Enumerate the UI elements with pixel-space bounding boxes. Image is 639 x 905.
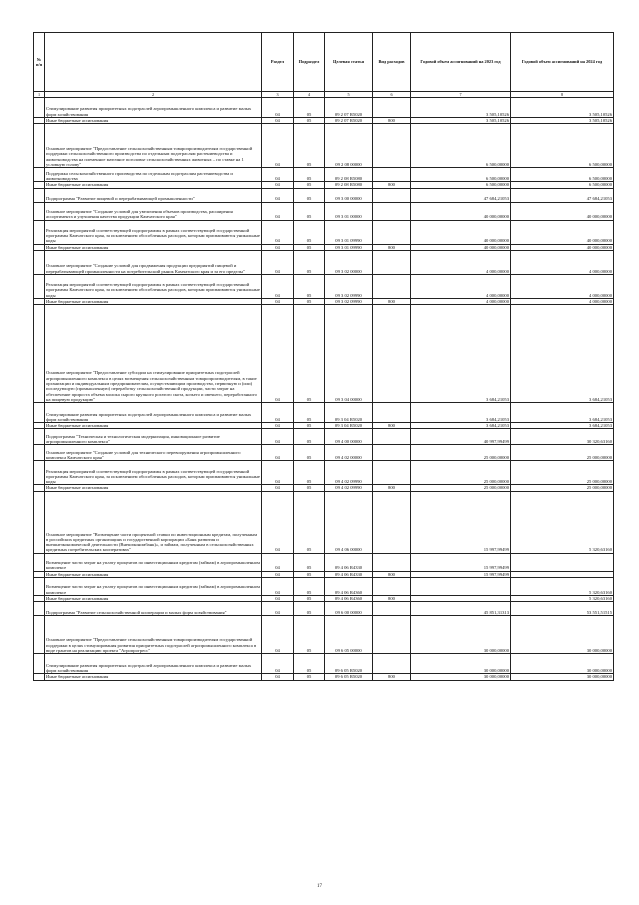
- target-article-cell: 09 6 05 R5020: [325, 654, 373, 674]
- subsection-cell: 05: [294, 244, 325, 250]
- amount-2023-cell: 30 000,00000: [411, 654, 511, 674]
- subsection-cell: 05: [294, 298, 325, 304]
- target-article-cell: 09 4 00 00000: [325, 429, 373, 445]
- item-name-cell: Подпрограмма "Развитие пищевой и перерабатывающей промышленности": [45, 188, 262, 202]
- target-article-cell: 09 3 02 00000: [325, 250, 373, 274]
- table-row: [34, 553, 614, 571]
- table-row: [34, 202, 614, 220]
- expense-type-cell: [373, 445, 411, 461]
- amount-2024-cell: 3 505,10526: [511, 98, 614, 118]
- subsection-cell: 05: [294, 220, 325, 244]
- table-row: [34, 305, 614, 403]
- budget-allocation-table: [33, 32, 614, 681]
- amount-2024-cell: 6 500,00000: [511, 124, 614, 168]
- table-row: [34, 429, 614, 445]
- section-cell: 04: [262, 571, 294, 577]
- item-name-cell: Иные бюджетные ассигнования: [45, 118, 262, 124]
- section-cell: 04: [262, 124, 294, 168]
- section-cell: 04: [262, 182, 294, 188]
- header-year-2024: Годовой объем ассигнований на 2024 год: [511, 33, 614, 92]
- amount-2024-cell: 4 000,00000: [511, 274, 614, 298]
- amount-2023-cell: [411, 578, 511, 596]
- target-article-cell: 09 3 01 09990: [325, 220, 373, 244]
- section-cell: 04: [262, 423, 294, 429]
- expense-type-cell: [373, 274, 411, 298]
- item-name-cell: Иные бюджетные ассигнования: [45, 571, 262, 577]
- amount-2024-cell: 5 320,63160: [511, 578, 614, 596]
- amount-2024-cell: 25 000,00000: [511, 461, 614, 485]
- section-cell: 04: [262, 616, 294, 654]
- section-cell: 04: [262, 596, 294, 602]
- amount-2023-cell: 30 000,00000: [411, 616, 511, 654]
- target-article-cell: 09 4 06 R4330: [325, 553, 373, 571]
- amount-2024-cell: 25 000,00000: [511, 485, 614, 491]
- target-article-cell: 09 3 02 09990: [325, 298, 373, 304]
- row-number-cell: [34, 202, 45, 220]
- header-podrazdel: Подраздел: [294, 33, 325, 92]
- target-article-cell: 09 2 08 R5080: [325, 182, 373, 188]
- header-target-article: Целевая статья: [325, 33, 373, 92]
- expense-type-cell: [373, 250, 411, 274]
- amount-2023-cell: 40 000,00000: [411, 244, 511, 250]
- expense-type-cell: 800: [373, 118, 411, 124]
- item-name-cell: Основное мероприятие "Создание условий для продвижения продукции предприятий пищевой и перерабатывающей промышленности на потребительский рынок Камчатского края и за его пределы": [45, 250, 262, 274]
- item-name-cell: Стимулирование развития приоритетных подотраслей агропромышленного комплекса и развитие малых форм хозяйствования: [45, 98, 262, 118]
- target-article-cell: 09 4 02 00000: [325, 445, 373, 461]
- amount-2023-cell: 6 500,00000: [411, 124, 511, 168]
- subsection-cell: 05: [294, 596, 325, 602]
- amount-2023-cell: 25 000,00000: [411, 461, 511, 485]
- expense-type-cell: 800: [373, 485, 411, 491]
- page-number: 17: [317, 884, 322, 889]
- column-number: 4: [294, 92, 325, 98]
- item-name-cell: Стимулирование развития приоритетных подотраслей агропромышленного комплекса и развитие малых форм хозяйствования: [45, 654, 262, 674]
- amount-2023-cell: 30 000,00000: [411, 674, 511, 680]
- subsection-cell: 05: [294, 578, 325, 596]
- item-name-cell: Иные бюджетные ассигнования: [45, 298, 262, 304]
- table-row: [34, 654, 614, 674]
- item-name-cell: Реализация мероприятий соответствующей подпрограммы в рамках соответствующей государственной программы Камчатского края, за исключением обособленных расходов, которым присваиваются уникальные коды: [45, 220, 262, 244]
- row-number-cell: [34, 124, 45, 168]
- subsection-cell: 05: [294, 491, 325, 553]
- item-name-cell: Иные бюджетные ассигнования: [45, 596, 262, 602]
- row-number-cell: [34, 654, 45, 674]
- subsection-cell: 05: [294, 118, 325, 124]
- target-article-cell: 09 3 04 00000: [325, 305, 373, 403]
- table-row: [34, 491, 614, 553]
- item-name-cell: Возмещение части затрат на уплату процентов по инвестиционным кредитам (займам) в агропромышленном комплексе: [45, 553, 262, 571]
- expense-type-cell: 800: [373, 423, 411, 429]
- section-cell: 04: [262, 429, 294, 445]
- expense-type-cell: [373, 553, 411, 571]
- section-cell: 04: [262, 202, 294, 220]
- subsection-cell: 05: [294, 616, 325, 654]
- target-article-cell: 09 3 01 00000: [325, 202, 373, 220]
- amount-2024-cell: 53 551,51515: [511, 602, 614, 616]
- section-cell: 04: [262, 553, 294, 571]
- amount-2023-cell: 6 500,00000: [411, 168, 511, 182]
- section-cell: 04: [262, 578, 294, 596]
- target-article-cell: 09 4 06 00000: [325, 491, 373, 553]
- header-expense-type: Вид расходов: [373, 33, 411, 92]
- row-number-cell: [34, 274, 45, 298]
- amount-2023-cell: 47 684,21053: [411, 188, 511, 202]
- expense-type-cell: [373, 429, 411, 445]
- subsection-cell: 05: [294, 553, 325, 571]
- amount-2024-cell: 3 684,21053: [511, 403, 614, 423]
- amount-2024-cell: 5 320,63160: [511, 596, 614, 602]
- table-row: [34, 98, 614, 118]
- target-article-cell: 09 4 06 R4330: [325, 571, 373, 577]
- amount-2024-cell: 3 684,21053: [511, 423, 614, 429]
- subsection-cell: 05: [294, 445, 325, 461]
- amount-2024-cell: 3 684,21053: [511, 305, 614, 403]
- section-cell: 04: [262, 118, 294, 124]
- subsection-cell: 05: [294, 485, 325, 491]
- column-number: 7: [411, 92, 511, 98]
- item-name-cell: Иные бюджетные ассигнования: [45, 244, 262, 250]
- section-cell: 04: [262, 274, 294, 298]
- amount-2024-cell: 30 320,63160: [511, 429, 614, 445]
- expense-type-cell: 800: [373, 596, 411, 602]
- table-row: [34, 578, 614, 596]
- target-article-cell: 09 4 02 09990: [325, 461, 373, 485]
- row-number-cell: [34, 578, 45, 596]
- expense-type-cell: [373, 305, 411, 403]
- expense-type-cell: [373, 124, 411, 168]
- amount-2023-cell: 3 684,21053: [411, 403, 511, 423]
- section-cell: 04: [262, 168, 294, 182]
- expense-type-cell: [373, 654, 411, 674]
- item-name-cell: Иные бюджетные ассигнования: [45, 485, 262, 491]
- amount-2023-cell: 4 000,00000: [411, 274, 511, 298]
- row-number-cell: [34, 220, 45, 244]
- table-body: [34, 98, 614, 681]
- table-row: [34, 124, 614, 168]
- subsection-cell: 05: [294, 305, 325, 403]
- amount-2023-cell: 15 997,99499: [411, 553, 511, 571]
- row-number-cell: [34, 461, 45, 485]
- column-number: 3: [262, 92, 294, 98]
- item-name-cell: Основное мероприятие "Предоставление сельскохозяйственным товаропроизводителям государственной поддержки сельскохозяйственного производства по отдельным подотраслям растениеводства и животноводства на племенное маточное поголовье сельскохозяйственных животных – по ставке на 1 условную голову": [45, 124, 262, 168]
- row-number-cell: [34, 403, 45, 423]
- table-row: [34, 168, 614, 182]
- target-article-cell: 09 6 05 R5020: [325, 674, 373, 680]
- subsection-cell: 05: [294, 429, 325, 445]
- expense-type-cell: [373, 168, 411, 182]
- item-name-cell: Иные бюджетные ассигнования: [45, 674, 262, 680]
- table-row: [34, 445, 614, 461]
- column-number: 8: [511, 92, 614, 98]
- amount-2023-cell: 3 505,10526: [411, 118, 511, 124]
- section-cell: 04: [262, 188, 294, 202]
- subsection-cell: 05: [294, 654, 325, 674]
- amount-2024-cell: 30 000,00000: [511, 674, 614, 680]
- target-article-cell: 09 2 08 R5080: [325, 168, 373, 182]
- amount-2024-cell: 40 000,00000: [511, 244, 614, 250]
- table-row: [34, 616, 614, 654]
- expense-type-cell: [373, 461, 411, 485]
- subsection-cell: 05: [294, 274, 325, 298]
- section-cell: 04: [262, 220, 294, 244]
- section-cell: 04: [262, 298, 294, 304]
- amount-2023-cell: 40 997,99499: [411, 429, 511, 445]
- expense-type-cell: 800: [373, 674, 411, 680]
- target-article-cell: 09 3 02 09990: [325, 274, 373, 298]
- item-name-cell: Основное мероприятие "Предоставление субсидии на стимулирование приоритетных подотраслей агропромышленного комплекса в целях возмещения сельскохозяйственным товаропроизводителям, в такие организации и индивидуальным предпринимателям, осуществляющим производство, первичную и (или) последующую (промышленную) переработку сельскохозяйственной продукции, части затрат на обеспечение прироста объема молока сырого крупного рогатого скота, козьего и овечьего, переработанного на пищевую продукцию": [45, 305, 262, 403]
- subsection-cell: 05: [294, 403, 325, 423]
- subsection-cell: 05: [294, 202, 325, 220]
- row-number-cell: [34, 445, 45, 461]
- amount-2024-cell: 3 505,10526: [511, 118, 614, 124]
- amount-2023-cell: 6 500,00000: [411, 182, 511, 188]
- amount-2023-cell: 25 000,00000: [411, 445, 511, 461]
- row-number-cell: [34, 616, 45, 654]
- expense-type-cell: [373, 403, 411, 423]
- amount-2024-cell: 6 500,00000: [511, 182, 614, 188]
- subsection-cell: 05: [294, 250, 325, 274]
- item-name-cell: Подпрограмма "Техническая и технологическая модернизация, инновационное развитие агропромышленного комплекса": [45, 429, 262, 445]
- target-article-cell: 09 3 00 00000: [325, 188, 373, 202]
- expense-type-cell: [373, 220, 411, 244]
- amount-2024-cell: 40 000,00000: [511, 202, 614, 220]
- subsection-cell: 05: [294, 461, 325, 485]
- table-row: [34, 274, 614, 298]
- subsection-cell: 05: [294, 423, 325, 429]
- expense-type-cell: [373, 188, 411, 202]
- item-name-cell: Подпрограмма "Развитие сельскохозяйственной кооперации и малых форм хозяйствования": [45, 602, 262, 616]
- header-year-2023: Годовой объем ассигнований на 2023 год: [411, 33, 511, 92]
- amount-2023-cell: 3 684,21053: [411, 305, 511, 403]
- subsection-cell: 05: [294, 124, 325, 168]
- expense-type-cell: [373, 202, 411, 220]
- target-article-cell: 09 4 06 R4360: [325, 578, 373, 596]
- expense-type-cell: 800: [373, 244, 411, 250]
- expense-type-cell: [373, 98, 411, 118]
- target-article-cell: 09 3 01 09990: [325, 244, 373, 250]
- section-cell: 04: [262, 250, 294, 274]
- section-cell: 04: [262, 485, 294, 491]
- section-cell: 04: [262, 674, 294, 680]
- amount-2023-cell: 40 000,00000: [411, 220, 511, 244]
- amount-2024-cell: 6 500,00000: [511, 168, 614, 182]
- target-article-cell: 09 4 02 09990: [325, 485, 373, 491]
- subsection-cell: 05: [294, 188, 325, 202]
- table-row: [34, 403, 614, 423]
- row-number-cell: [34, 602, 45, 616]
- amount-2023-cell: 15 997,99499: [411, 571, 511, 577]
- expense-type-cell: [373, 491, 411, 553]
- section-cell: 04: [262, 244, 294, 250]
- subsection-cell: 05: [294, 182, 325, 188]
- item-name-cell: Основное мероприятие "Предоставление сельскохозяйственным товаропроизводителям государственной поддержки в целях стимулирования развития приоритетных подотраслей агропромышленного комплекса в виде грантов на реализацию проекта "Агропрогресс": [45, 616, 262, 654]
- amount-2024-cell: 30 000,00000: [511, 616, 614, 654]
- section-cell: 04: [262, 602, 294, 616]
- amount-2024-cell: 5 320,63160: [511, 491, 614, 553]
- item-name-cell: Основное мероприятие "Создание условий для технического перевооружения агропромышленного комплекса Камчатского края": [45, 445, 262, 461]
- amount-2023-cell: 45 851,31313: [411, 602, 511, 616]
- table-row: [34, 674, 614, 680]
- target-article-cell: 09 6 00 00000: [325, 602, 373, 616]
- section-cell: 04: [262, 445, 294, 461]
- section-cell: 04: [262, 403, 294, 423]
- table-row: [34, 220, 614, 244]
- target-article-cell: 09 2 07 R5020: [325, 98, 373, 118]
- amount-2023-cell: 15 997,99499: [411, 491, 511, 553]
- row-number-cell: [34, 491, 45, 553]
- amount-2023-cell: 4 000,00000: [411, 298, 511, 304]
- item-name-cell: Основное мероприятие "Создание условий для увеличения объемов производства, расширения ассортимента и улучшения качества продукции Камчатского края": [45, 202, 262, 220]
- target-article-cell: 09 3 04 R5020: [325, 403, 373, 423]
- column-number: 2: [45, 92, 262, 98]
- row-number-cell: [34, 429, 45, 445]
- item-name-cell: Возмещение части затрат на уплату процентов по инвестиционным кредитам (займам) в агропромышленном комплексе: [45, 578, 262, 596]
- item-name-cell: Стимулирование развития приоритетных подотраслей агропромышленного комплекса и развитие малых форм хозяйствования: [45, 403, 262, 423]
- item-name-cell: Поддержка сельскохозяйственного производства по отдельным подотраслям растениеводства и животноводства: [45, 168, 262, 182]
- amount-2024-cell: 4 000,00000: [511, 250, 614, 274]
- amount-2024-cell: 40 000,00000: [511, 220, 614, 244]
- expense-type-cell: [373, 602, 411, 616]
- subsection-cell: 05: [294, 602, 325, 616]
- section-cell: 04: [262, 98, 294, 118]
- target-article-cell: 09 6 05 00000: [325, 616, 373, 654]
- item-name-cell: Реализация мероприятий соответствующей подпрограммы в рамках соответствующей государственной программы Камчатского края, за исключением обособленных расходов, которым присваиваются уникальные коды: [45, 274, 262, 298]
- item-name-cell: Иные бюджетные ассигнования: [45, 182, 262, 188]
- amount-2024-cell: 25 000,00000: [511, 445, 614, 461]
- column-number: 5: [325, 92, 373, 98]
- amount-2023-cell: 3 505,10526: [411, 98, 511, 118]
- amount-2024-cell: 47 684,21053: [511, 188, 614, 202]
- header-no: № п/п: [34, 33, 45, 92]
- row-number-cell: [34, 188, 45, 202]
- section-cell: 04: [262, 491, 294, 553]
- target-article-cell: 09 3 04 R5020: [325, 423, 373, 429]
- amount-2023-cell: 25 000,00000: [411, 485, 511, 491]
- table-row: [34, 602, 614, 616]
- table-row: [34, 250, 614, 274]
- section-cell: 04: [262, 461, 294, 485]
- row-number-cell: [34, 98, 45, 118]
- header-name: [45, 33, 262, 92]
- target-article-cell: 09 2 08 00000: [325, 124, 373, 168]
- amount-2024-cell: [511, 553, 614, 571]
- section-cell: 04: [262, 654, 294, 674]
- header-razdel: Раздел: [262, 33, 294, 92]
- table-row: [34, 461, 614, 485]
- amount-2023-cell: 3 684,21053: [411, 423, 511, 429]
- subsection-cell: 05: [294, 168, 325, 182]
- table-row: [34, 188, 614, 202]
- row-number-cell: [34, 553, 45, 571]
- expense-type-cell: 800: [373, 571, 411, 577]
- target-article-cell: 09 4 06 R4360: [325, 596, 373, 602]
- expense-type-cell: 800: [373, 182, 411, 188]
- table-header-row: [34, 33, 614, 92]
- subsection-cell: 05: [294, 674, 325, 680]
- amount-2024-cell: 4 000,00000: [511, 298, 614, 304]
- row-number-cell: [34, 674, 45, 680]
- column-number: 6: [373, 92, 411, 98]
- row-number-cell: [34, 305, 45, 403]
- amount-2023-cell: 40 000,00000: [411, 202, 511, 220]
- section-cell: 04: [262, 305, 294, 403]
- column-number: 1: [34, 92, 45, 98]
- target-article-cell: 09 2 07 R5020: [325, 118, 373, 124]
- row-number-cell: [34, 168, 45, 182]
- amount-2024-cell: 30 000,00000: [511, 654, 614, 674]
- expense-type-cell: [373, 616, 411, 654]
- subsection-cell: 05: [294, 571, 325, 577]
- item-name-cell: Реализация мероприятий соответствующей подпрограммы в рамках соответствующей государственной программы Камчатского края, за исключением обособленных расходов, которым присваиваются уникальные коды: [45, 461, 262, 485]
- expense-type-cell: [373, 578, 411, 596]
- row-number-cell: [34, 250, 45, 274]
- amount-2023-cell: 4 000,00000: [411, 250, 511, 274]
- item-name-cell: Основное мероприятие "Возмещение части процентной ставки по инвестиционным кредитам, полученным в российских кредитных организациях и государственной корпорации «Банк развития и внешнеэкономической деятельности (Внешэкономбанк)», и займам, полученным в сельскохозяйственных кредитных потребительских кооперативах": [45, 491, 262, 553]
- subsection-cell: 05: [294, 98, 325, 118]
- item-name-cell: Иные бюджетные ассигнования: [45, 423, 262, 429]
- expense-type-cell: 800: [373, 298, 411, 304]
